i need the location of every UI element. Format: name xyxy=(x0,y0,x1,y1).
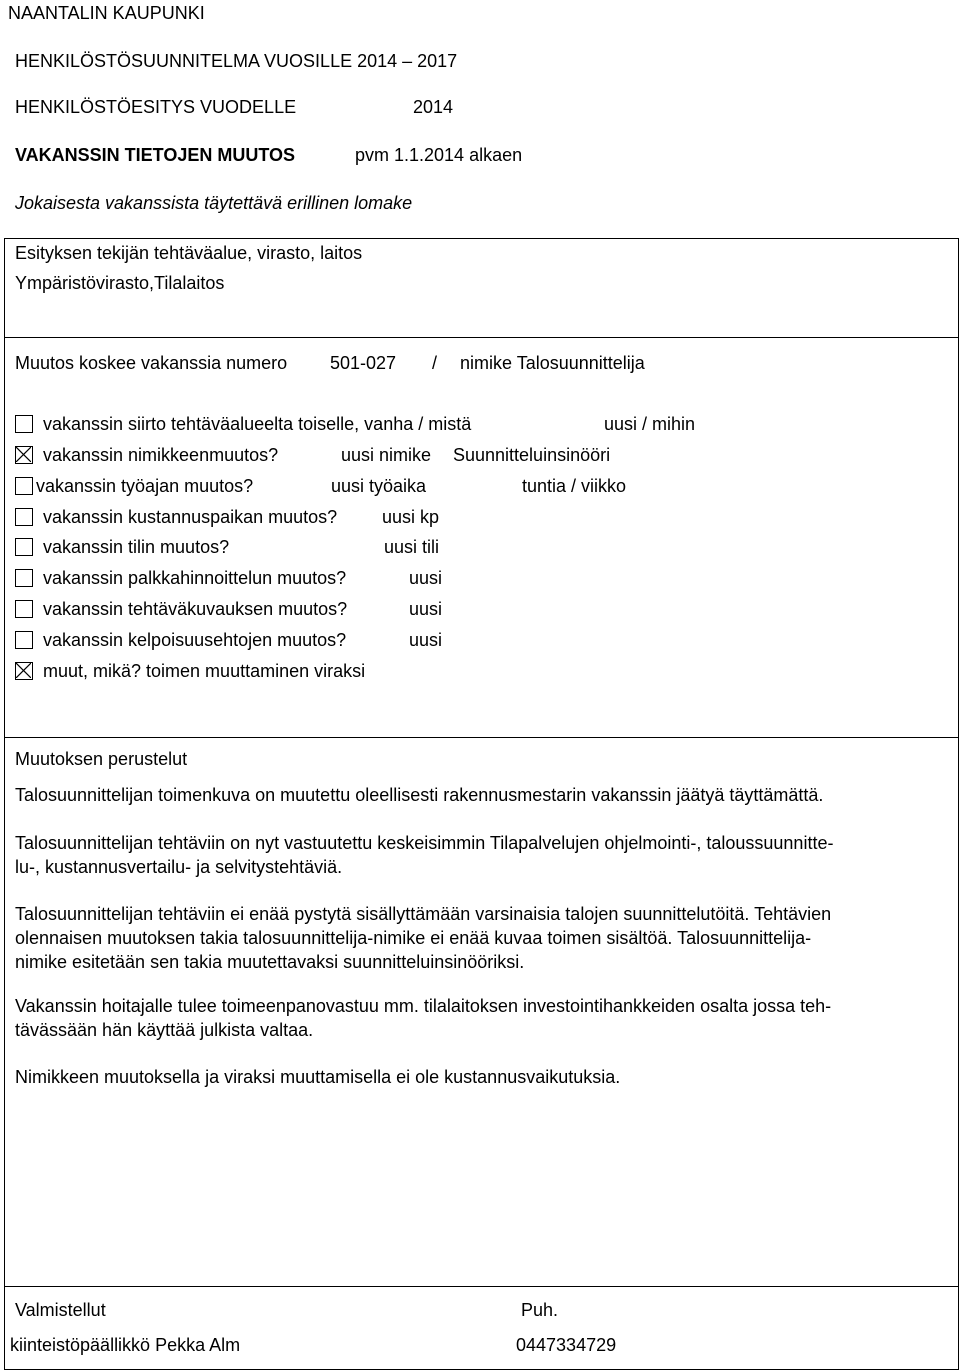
checkbox[interactable] xyxy=(15,569,33,587)
change-item-new-label: uusi nimike xyxy=(341,445,432,465)
change-title: VAKANSSIN TIETOJEN MUUTOS xyxy=(15,145,296,165)
paragraph-line: Talosuunnittelijan tehtäviin ei enää pystytä sisällyttämään varsinaisia talojen suunnittelutöitä. Tehtävien xyxy=(15,904,832,924)
department-value[interactable]: Ympäristövirasto,Tilalaitos xyxy=(15,273,225,293)
paragraph-line: olennaisen muutoksen takia talosuunnittelija-nimike ei enää kuvaa toimen sisältöä. Talosuunnittelija- xyxy=(15,928,812,948)
checkbox-checked[interactable] xyxy=(15,446,33,464)
vacancy-title: nimike Talosuunnittelija xyxy=(460,353,645,373)
justification-paragraph xyxy=(15,831,945,879)
city-name: NAANTALIN KAUPUNKI xyxy=(8,3,205,23)
change-item-label: vakanssin tehtäväkuvauksen muutos? xyxy=(43,599,348,619)
change-item-label: vakanssin kustannuspaikan muutos? xyxy=(43,507,338,527)
change-item-label: vakanssin kelpoisuusehtojen muutos? xyxy=(43,630,347,650)
checkbox[interactable] xyxy=(15,631,33,649)
justification-paragraph xyxy=(15,902,945,974)
change-item-label: vakanssin tilin muutos? xyxy=(43,537,230,557)
x-mark-icon xyxy=(16,447,31,462)
change-item-new-value[interactable]: Suunnitteluinsinööri xyxy=(453,445,611,465)
change-item-new-label: uusi tili xyxy=(384,537,440,557)
change-date: pvm 1.1.2014 alkaen xyxy=(355,145,523,165)
proposal-year: 2014 xyxy=(413,97,454,117)
phone-value[interactable]: 0447334729 xyxy=(516,1335,617,1355)
change-item-new-label: uusi xyxy=(409,630,443,650)
paragraph-line: Talosuunnittelijan toimenkuva on muutettu oleellisesti rakennusmestarin vakanssin jäätyä täyttämättä. xyxy=(15,785,824,805)
paragraph-line: Nimikkeen muutoksella ja viraksi muuttamisella ei ole kustannusvaikutuksia. xyxy=(15,1067,621,1087)
justification-paragraph xyxy=(15,783,945,807)
vacancy-number[interactable]: 501-027 xyxy=(330,353,397,373)
vacancy-number-label: Muutos koskee vakanssia numero xyxy=(15,353,288,373)
checkbox[interactable] xyxy=(15,600,33,618)
checkbox[interactable] xyxy=(15,508,33,526)
change-item-label: vakanssin siirto tehtäväalueelta toiselle, vanha / mistä xyxy=(43,414,472,434)
prepared-by-value[interactable]: kiinteistöpäällikkö Pekka Alm xyxy=(10,1335,241,1355)
change-item-new-label: uusi xyxy=(409,599,443,619)
change-item-label: vakanssin palkkahinnoittelun muutos? xyxy=(43,568,347,588)
checkbox[interactable] xyxy=(15,538,33,556)
paragraph-line: Talosuunnittelijan tehtäviin on nyt vastuutettu keskeisimmin Tilapalvelujen ohjelmointi-, taloussuunnitte- xyxy=(15,833,834,853)
checkbox[interactable] xyxy=(15,415,33,433)
change-item-label: vakanssin nimikkeenmuutos? xyxy=(43,445,279,465)
checkbox-checked[interactable] xyxy=(15,662,33,680)
signature-box xyxy=(4,1286,959,1370)
justification-paragraph xyxy=(15,994,945,1042)
phone-label: Puh. xyxy=(521,1300,559,1320)
checkbox[interactable] xyxy=(15,477,33,495)
department-label: Esityksen tekijän tehtäväalue, virasto, laitos xyxy=(15,243,363,263)
change-item-new-label: uusi kp xyxy=(382,507,440,527)
paragraph-line: Vakanssin hoitajalle tulee toimeenpanovastuu mm. tilalaitoksen investointihankkeiden osalta jossa teh- xyxy=(15,996,832,1016)
change-item-label: muut, mikä? toimen muuttaminen viraksi xyxy=(43,661,366,681)
proposal-label: HENKILÖSTÖESITYS VUODELLE xyxy=(15,97,297,117)
change-item-new-label: uusi xyxy=(409,568,443,588)
change-item-label: vakanssin työajan muutos? xyxy=(36,476,254,496)
paragraph-line: tävässään hän käyttää julkista valtaa. xyxy=(15,1020,314,1040)
change-item-unit: tuntia / viikko xyxy=(522,476,627,496)
paragraph-line: lu-, kustannusvertailu- ja selvitystehtäviä. xyxy=(15,857,343,877)
separator: / xyxy=(432,353,438,373)
prepared-by-label: Valmistellut xyxy=(15,1300,106,1320)
change-item-new-value: uusi / mihin xyxy=(604,414,696,434)
form-instruction: Jokaisesta vakanssista täytettävä erillinen lomake xyxy=(15,193,413,213)
change-item-new-label: uusi työaika xyxy=(331,476,427,496)
justification-paragraph xyxy=(15,1065,945,1089)
plan-title: HENKILÖSTÖSUUNNITELMA VUOSILLE 2014 – 2017 xyxy=(15,51,458,71)
justification-heading: Muutoksen perustelut xyxy=(15,749,188,769)
paragraph-line: nimike esitetään sen takia muutettavaksi suunnitteluinsinööriksi. xyxy=(15,952,525,972)
x-mark-icon xyxy=(16,663,31,678)
